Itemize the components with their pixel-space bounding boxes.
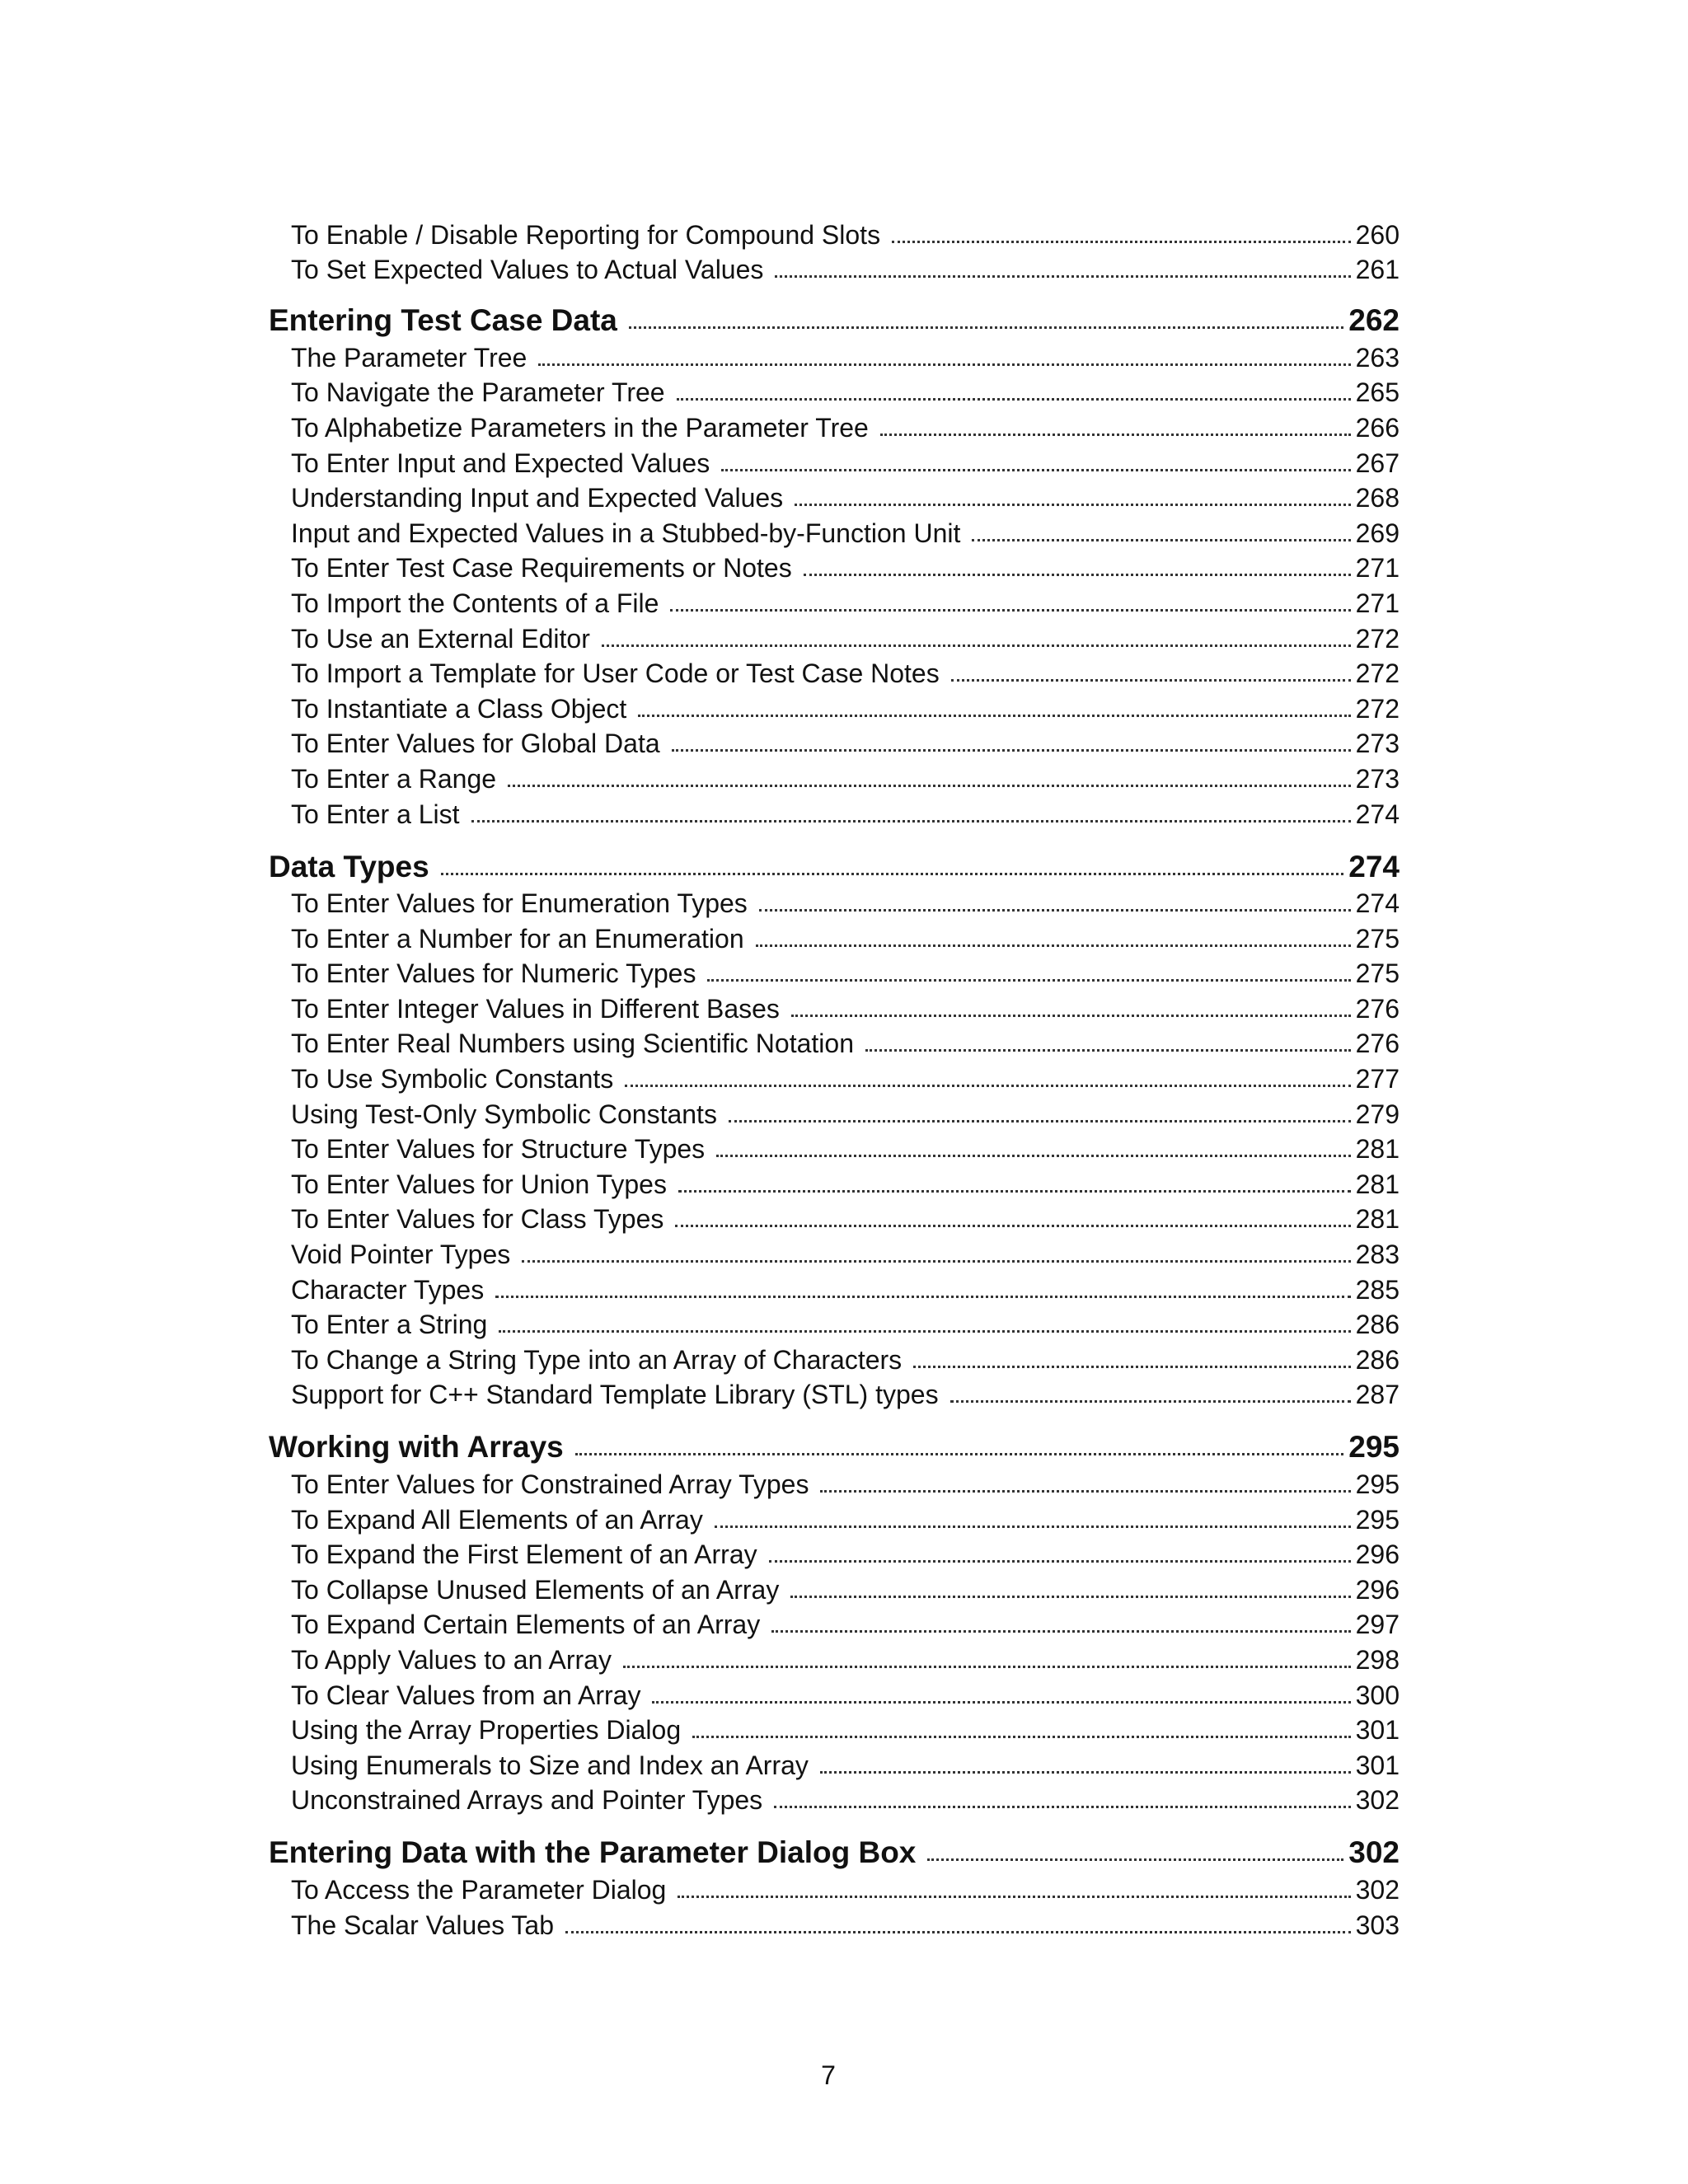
toc-entry[interactable] [269, 654, 1400, 690]
dot-leader [795, 504, 1350, 506]
toc-entry-page-number: 274 [1348, 849, 1400, 883]
toc-entry-title: To Expand Certain Elements of an Array [291, 1610, 761, 1640]
toc-entry-page-number: 273 [1355, 763, 1400, 794]
toc-entry-title: Entering Data with the Parameter Dialog Box [269, 1835, 917, 1870]
toc-entry[interactable] [269, 1165, 1400, 1200]
toc-entry-title: To Import a Template for User Code or Test Case Notes [291, 658, 940, 689]
toc-entry-title: To Instantiate a Class Object [291, 693, 627, 724]
toc-section-entry[interactable] [269, 1423, 1400, 1465]
dot-leader [769, 1560, 1351, 1563]
toc-entry[interactable] [269, 1640, 1400, 1675]
toc-entry[interactable] [269, 1605, 1400, 1641]
toc-entry-title: To Enter Values for Constrained Array Types [291, 1469, 809, 1499]
toc-entry-title: To Apply Values to an Array [291, 1644, 612, 1675]
dot-leader [508, 785, 1351, 787]
toc-entry[interactable] [269, 1746, 1400, 1781]
toc-entry-page-number: 273 [1355, 729, 1400, 759]
toc-entry-page-number: 301 [1355, 1715, 1400, 1746]
dot-leader [774, 1806, 1350, 1808]
toc-entry-page-number: 268 [1355, 483, 1400, 513]
dot-leader [538, 363, 1350, 366]
toc-entry-page-number: 285 [1355, 1274, 1400, 1305]
toc-entry[interactable] [269, 251, 1400, 286]
toc-entry[interactable] [269, 1094, 1400, 1130]
toc-entry-title: Character Types [291, 1274, 485, 1305]
dot-leader [790, 1596, 1350, 1598]
toc-entry-title: To Change a String Type into an Array of Characters [291, 1344, 903, 1375]
toc-entry-page-number: 301 [1355, 1750, 1400, 1780]
toc-entry[interactable] [269, 1870, 1400, 1905]
toc-entry-page-number: 275 [1355, 923, 1400, 954]
toc-section-entry[interactable] [269, 1829, 1400, 1870]
toc-entry[interactable] [269, 373, 1400, 409]
dot-leader [575, 1453, 1344, 1455]
toc-entry[interactable] [269, 513, 1400, 549]
toc-entry[interactable] [269, 549, 1400, 584]
dot-leader [729, 1120, 1351, 1122]
dot-leader [678, 1896, 1350, 1898]
toc-entry-page-number: 263 [1355, 342, 1400, 373]
toc-entry-page-number: 302 [1348, 1835, 1400, 1870]
toc-entry[interactable] [269, 1270, 1400, 1305]
toc-entry-title: To Enter a List [291, 799, 460, 829]
toc-entry-page-number: 302 [1355, 1874, 1400, 1905]
toc-entry-title: To Enter Integer Values in Different Bases [291, 993, 780, 1024]
toc-entry-title: Understanding Input and Expected Values [291, 483, 784, 513]
toc-entry[interactable] [269, 1465, 1400, 1500]
toc-entry-title: To Import the Contents of a File [291, 588, 659, 618]
toc-entry-title: The Scalar Values Tab [291, 1910, 554, 1940]
toc-entry-title: To Expand the First Element of an Array [291, 1540, 757, 1570]
toc-entry-title: To Enter Real Numbers using Scientific Notation [291, 1029, 854, 1059]
toc-entry[interactable] [269, 954, 1400, 990]
dot-leader [678, 1190, 1351, 1193]
toc-entry[interactable] [269, 1500, 1400, 1535]
dot-leader [652, 1701, 1350, 1704]
toc-entry[interactable] [269, 1711, 1400, 1746]
toc-entry-page-number: 272 [1355, 658, 1400, 689]
dot-leader [892, 241, 1351, 243]
toc-entry-title: To Enter Values for Class Types [291, 1204, 664, 1235]
toc-entry-title: To Use an External Editor [291, 623, 590, 654]
toc-entry-page-number: 269 [1355, 518, 1400, 548]
toc-entry-title: Unconstrained Arrays and Pointer Types [291, 1785, 763, 1816]
toc-entry-page-number: 283 [1355, 1240, 1400, 1270]
toc-entry[interactable] [269, 443, 1400, 479]
dot-leader [775, 275, 1350, 278]
dot-leader [495, 1296, 1350, 1298]
toc-entry-page-number: 287 [1355, 1380, 1400, 1410]
dot-leader [471, 820, 1351, 823]
toc-entry[interactable] [269, 583, 1400, 619]
toc-entry-page-number: 265 [1355, 377, 1400, 408]
dot-leader [677, 398, 1351, 401]
toc-entry-page-number: 272 [1355, 693, 1400, 724]
dot-leader [625, 1085, 1350, 1087]
toc-section-entry[interactable] [269, 297, 1400, 338]
toc-entry[interactable] [269, 884, 1400, 920]
dot-leader [820, 1490, 1350, 1493]
toc-entry-title: Working with Arrays [269, 1430, 564, 1465]
toc-entry-title: Void Pointer Types [291, 1240, 511, 1270]
toc-entry-page-number: 295 [1355, 1469, 1400, 1499]
toc-entry-title: Support for C++ Standard Template Library (STL) types [291, 1380, 939, 1410]
toc-entry-page-number: 281 [1355, 1169, 1400, 1199]
table-of-contents [269, 215, 1400, 1941]
dot-leader [759, 909, 1351, 912]
toc-entry-page-number: 271 [1355, 588, 1400, 618]
toc-section-entry[interactable] [269, 843, 1400, 884]
dot-leader [880, 434, 1351, 436]
toc-entry[interactable] [269, 479, 1400, 514]
dot-leader [675, 1225, 1350, 1227]
toc-entry-title: To Expand All Elements of an Array [291, 1504, 703, 1535]
toc-entry-title: To Enter Test Case Requirements or Notes [291, 553, 792, 583]
toc-entry[interactable] [269, 1340, 1400, 1376]
toc-entry-title: To Enter a String [291, 1310, 488, 1340]
dot-leader [913, 1366, 1350, 1368]
toc-entry-title: To Enter Values for Structure Types [291, 1134, 706, 1165]
toc-entry[interactable] [269, 1200, 1400, 1235]
toc-entry-page-number: 281 [1355, 1134, 1400, 1165]
toc-entry[interactable] [269, 619, 1400, 654]
dot-leader [756, 944, 1351, 947]
toc-entry-page-number: 260 [1355, 219, 1400, 250]
toc-entry[interactable] [269, 1535, 1400, 1571]
toc-entry-title: To Enter a Range [291, 763, 497, 794]
toc-entry[interactable] [269, 1130, 1400, 1165]
toc-entry-title: To Enter Values for Enumeration Types [291, 888, 748, 919]
dot-leader [638, 715, 1350, 717]
toc-entry[interactable] [269, 1570, 1400, 1605]
toc-entry-page-number: 286 [1355, 1310, 1400, 1340]
toc-entry[interactable] [269, 724, 1400, 760]
toc-entry-title: To Clear Values from an Array [291, 1680, 641, 1710]
toc-entry-page-number: 276 [1355, 993, 1400, 1024]
dot-leader [565, 1931, 1351, 1933]
toc-entry-title: Using Test-Only Symbolic Constants [291, 1099, 717, 1129]
dot-leader [716, 1155, 1350, 1157]
dot-leader [692, 1736, 1351, 1738]
toc-entry[interactable] [269, 919, 1400, 954]
toc-entry-title: To Enter a Number for an Enumeration [291, 923, 744, 954]
toc-entry[interactable] [269, 215, 1400, 251]
dot-leader [441, 873, 1344, 875]
toc-entry[interactable] [269, 1059, 1400, 1094]
dot-leader [623, 1666, 1351, 1668]
toc-entry-page-number: 296 [1355, 1574, 1400, 1605]
toc-entry-page-number: 262 [1348, 303, 1400, 338]
dot-leader [721, 469, 1350, 471]
dot-leader [715, 1526, 1351, 1528]
toc-entry[interactable] [269, 1305, 1400, 1341]
toc-entry-title: Data Types [269, 849, 429, 883]
toc-entry-title: To Enter Input and Expected Values [291, 448, 710, 478]
toc-entry-page-number: 300 [1355, 1680, 1400, 1710]
toc-entry-title: To Use Symbolic Constants [291, 1064, 614, 1094]
toc-entry-page-number: 277 [1355, 1064, 1400, 1094]
toc-entry[interactable] [269, 1235, 1400, 1270]
toc-entry-title: Entering Test Case Data [269, 303, 617, 338]
toc-entry-title: To Enter Values for Numeric Types [291, 958, 696, 989]
toc-entry[interactable] [269, 408, 1400, 443]
dot-leader [972, 539, 1350, 541]
toc-entry[interactable] [269, 989, 1400, 1024]
toc-entry-title: To Enter Values for Global Data [291, 729, 660, 759]
toc-entry-title: To Access the Parameter Dialog [291, 1874, 667, 1905]
dot-leader [771, 1630, 1350, 1633]
toc-entry-page-number: 298 [1355, 1644, 1400, 1675]
toc-entry-page-number: 274 [1355, 888, 1400, 919]
toc-entry[interactable] [269, 1376, 1400, 1411]
toc-entry[interactable] [269, 1675, 1400, 1711]
toc-entry-page-number: 267 [1355, 448, 1400, 478]
dot-leader [820, 1771, 1351, 1774]
toc-entry[interactable] [269, 794, 1400, 830]
dot-leader [672, 749, 1351, 752]
dot-leader [707, 979, 1350, 982]
toc-entry-title: To Enable / Disable Reporting for Compound Slots [291, 219, 881, 250]
toc-entry-page-number: 279 [1355, 1099, 1400, 1129]
toc-entry-title: To Navigate the Parameter Tree [291, 377, 665, 408]
toc-entry-page-number: 303 [1355, 1910, 1400, 1940]
toc-entry-page-number: 297 [1355, 1610, 1400, 1640]
dot-leader [602, 644, 1351, 647]
dot-leader [804, 574, 1351, 576]
toc-entry-page-number: 276 [1355, 1029, 1400, 1059]
toc-entry-page-number: 281 [1355, 1204, 1400, 1235]
toc-entry-title: The Parameter Tree [291, 342, 528, 373]
toc-entry[interactable] [269, 1024, 1400, 1060]
toc-entry[interactable] [269, 1781, 1400, 1816]
toc-entry-page-number: 261 [1355, 255, 1400, 285]
toc-entry-title: Input and Expected Values in a Stubbed-by-Function Unit [291, 518, 961, 548]
toc-entry-title: Using the Array Properties Dialog [291, 1715, 682, 1746]
dot-leader [629, 326, 1343, 329]
toc-entry-page-number: 271 [1355, 553, 1400, 583]
toc-entry-page-number: 302 [1355, 1785, 1400, 1816]
toc-entry-page-number: 295 [1355, 1504, 1400, 1535]
dot-leader [499, 1330, 1350, 1333]
dot-leader [865, 1049, 1351, 1052]
dot-leader [951, 679, 1351, 682]
page-number: 7 [821, 2060, 836, 2090]
dot-leader [927, 1858, 1343, 1861]
dot-leader [670, 609, 1350, 612]
toc-entry-title: Using Enumerals to Size and Index an Array [291, 1750, 809, 1780]
toc-entry-title: To Alphabetize Parameters in the Parameter Tree [291, 412, 869, 443]
toc-entry-page-number: 286 [1355, 1344, 1400, 1375]
toc-entry[interactable] [269, 1905, 1400, 1941]
toc-entry-page-number: 296 [1355, 1540, 1400, 1570]
toc-entry[interactable] [269, 759, 1400, 794]
toc-entry-title: To Set Expected Values to Actual Values [291, 255, 764, 285]
dot-leader [522, 1260, 1350, 1263]
toc-entry-title: To Collapse Unused Elements of an Array [291, 1574, 780, 1605]
toc-entry-title: To Enter Values for Union Types [291, 1169, 667, 1199]
toc-entry-page-number: 266 [1355, 412, 1400, 443]
toc-entry-page-number: 295 [1348, 1430, 1400, 1465]
toc-entry[interactable] [269, 689, 1400, 724]
toc-entry-page-number: 272 [1355, 623, 1400, 654]
dot-leader [791, 1015, 1351, 1017]
toc-entry-page-number: 275 [1355, 958, 1400, 989]
dot-leader [950, 1400, 1351, 1403]
toc-entry-page-number: 274 [1355, 799, 1400, 829]
toc-entry[interactable] [269, 338, 1400, 373]
